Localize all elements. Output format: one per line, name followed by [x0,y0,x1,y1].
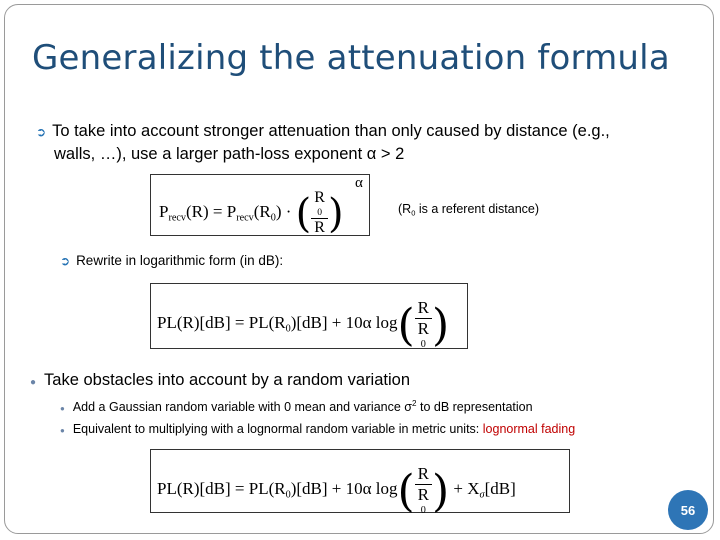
arrow-bullet-icon: ➲ [36,125,47,139]
formula-2-box [150,283,468,349]
bullet-1 [36,122,610,141]
arrow-bullet-icon: ➲ [60,254,71,268]
lognormal-fading-highlight: lognormal fading [482,422,576,436]
formula-1: $P_{recv}(R) = P_{recv}(R_0)$ · ( R 0 R ) [159,189,344,237]
dot-bullet-icon: ● [30,377,37,388]
dot-bullet-icon: ● [60,426,65,435]
dot-bullet-icon: ● [60,403,65,413]
formula-3-box [150,449,570,517]
bullet-2: ● Take obstacles into account by a random variation [30,371,411,389]
referent-distance-note: ($R_0$ is a referent distance) [398,202,540,218]
sub-bullet-gaussian: ● Add a Gaussian random variable with 0 mean and variance $\sigma^2$ to dB representation [60,399,533,414]
sub-bullet-lognormal: ● Equivalent to multiplying with a lognormal random variable in metric units: lognormal fading [60,422,576,436]
bullet-1-line-1: To take into account stronger attenuation than only caused by distance (e.g., [52,122,610,140]
page-number-badge: 56 [668,490,708,530]
sub-bullet-log-form: ➲ Rewrite in logarithmic form (in dB): [60,253,284,268]
bullet-1-line-2: walls, …), use a larger path-loss exponent α > 2 [54,145,405,163]
formula-1-exponent: α [355,175,363,191]
slide-title: Generalizing the attenuation formula [32,38,670,78]
formula-3: $PL(R)[dB] = PL(R_0)[dB] + 10\alpha$ log( R R 0 ) + $X_\sigma[dB]$ [157,464,516,517]
formula-2: $PL(R)[dB] = PL(R_0)[dB] + 10\alpha$ log( R R 0 ) [157,298,450,351]
formula-1-box [150,174,370,236]
